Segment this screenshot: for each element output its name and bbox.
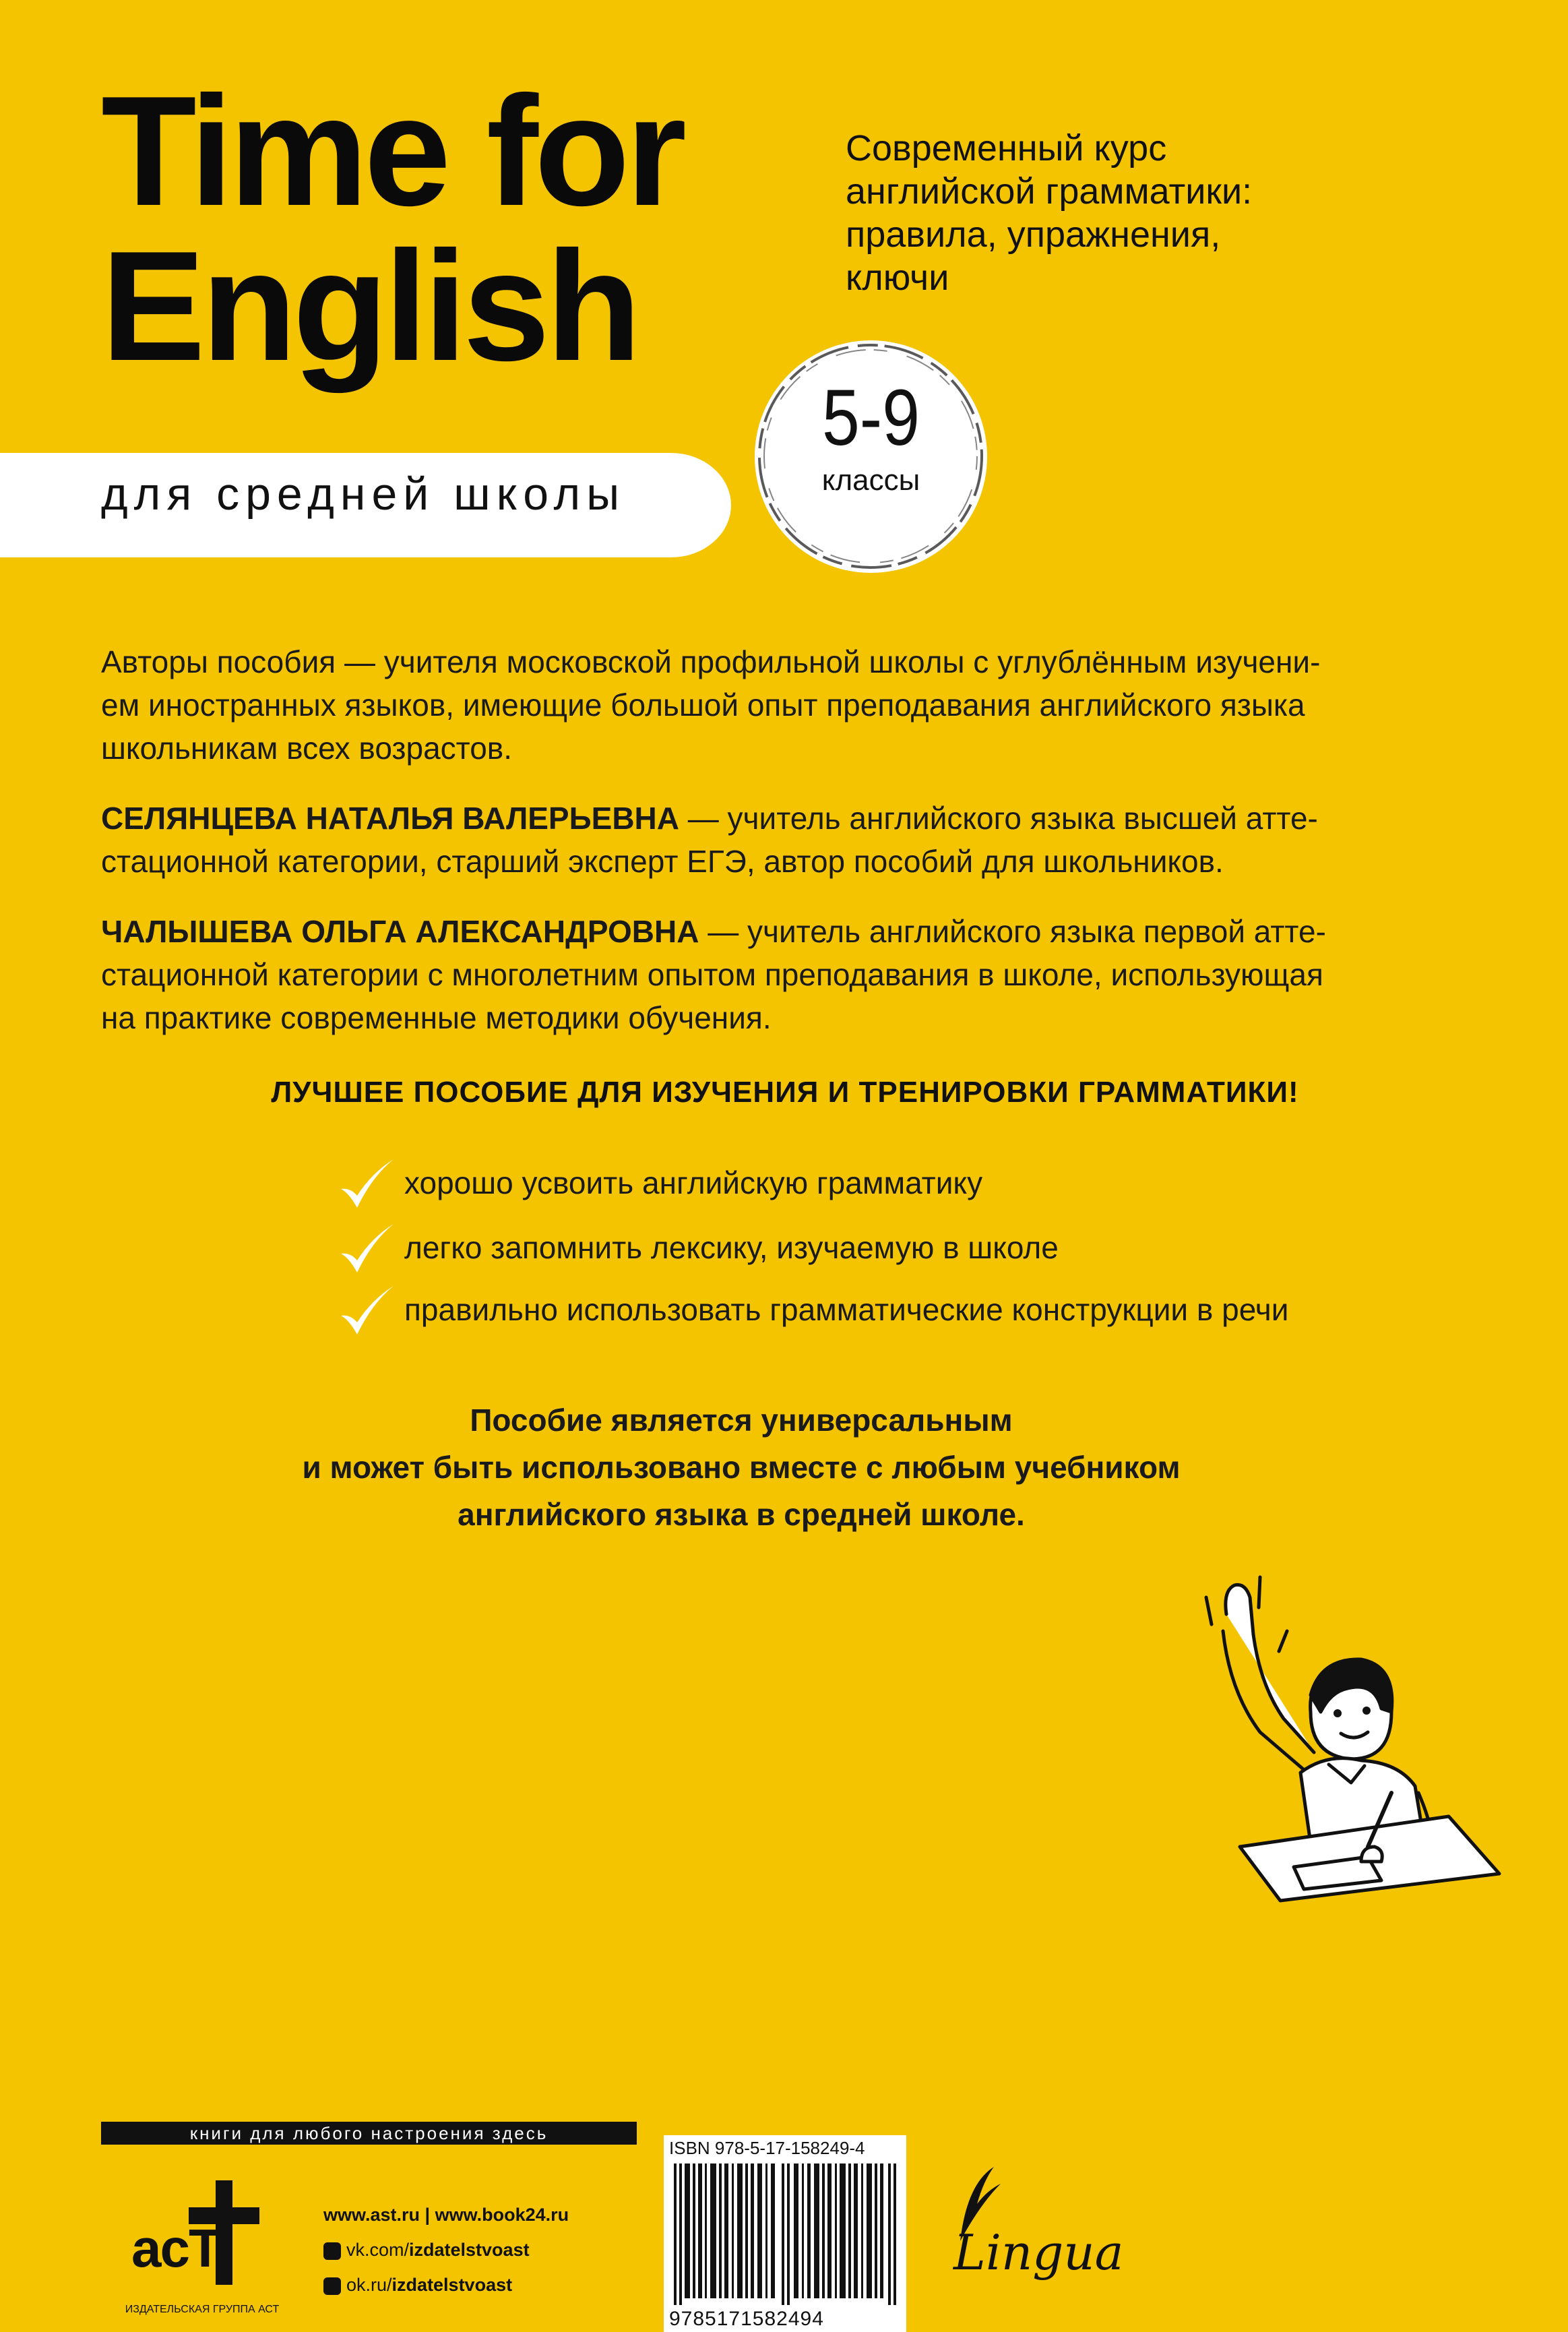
author-2-name: ЧАЛЫШЕВА ОЛЬГА АЛЕКСАНДРОВНА xyxy=(101,914,699,949)
title-line-1: Time for xyxy=(101,64,683,239)
grade-range: 5-9 xyxy=(822,373,920,462)
statement-line: Пособие является универсальным xyxy=(470,1403,1013,1438)
book-title xyxy=(101,64,683,394)
author-2-text: — учитель английского языка первой атте- xyxy=(699,914,1326,949)
author-2-text: стационной категории с многолетним опытом преподавания в школе, использующая xyxy=(101,957,1323,992)
benefit-text: хорошо усвоить английскую грамматику xyxy=(404,1165,983,1200)
isbn-text: ISBN 978-5-17-158249-4 xyxy=(669,2138,865,2158)
title-line-2: English xyxy=(101,219,637,394)
universal-statement xyxy=(202,1397,1280,1538)
intro-line: ем иностранных языков, имеющие большой опыт преподавания английского языка xyxy=(101,687,1305,723)
subtitle-line: правила, упражнения, xyxy=(846,214,1221,255)
intro-line: Авторы пособия — учителя московской профильной школы с углублённым изучени- xyxy=(101,644,1321,679)
feather-icon xyxy=(947,2164,1007,2244)
check-icon xyxy=(337,1154,398,1215)
barcode-number: 9785171582494 xyxy=(669,2308,824,2330)
intro-line: школьникам всех возрастов. xyxy=(101,731,513,766)
publisher-caption: ИЗДАТЕЛЬСКАЯ ГРУППА АСТ xyxy=(125,2304,280,2315)
ast-logo-text: acT xyxy=(131,2218,220,2278)
lingua-imprint: Lingua xyxy=(953,2224,1124,2281)
check-icon xyxy=(337,1281,398,1341)
barcode-icon xyxy=(674,2164,896,2305)
book-subtitle xyxy=(846,127,1385,299)
grade-label: классы xyxy=(821,464,920,497)
vk-link-handle[interactable]: izdatelstvoast xyxy=(409,2240,530,2260)
tagline-strip: книги для любого настроения здесь xyxy=(101,2122,637,2145)
publisher-contacts xyxy=(323,2197,569,2302)
statement-line: и может быть использовано вместе с любым учебником xyxy=(302,1450,1181,1485)
ok-link-prefix[interactable]: ok.ru/ xyxy=(346,2275,392,2295)
subtitle-line: Современный курс xyxy=(846,128,1167,168)
school-banner-text: для средней школы xyxy=(101,468,626,520)
subtitle-line: ключи xyxy=(846,257,949,298)
websites-link[interactable]: www.ast.ru | www.book24.ru xyxy=(323,2205,569,2225)
ok-link-handle[interactable]: izdatelstvoast xyxy=(391,2275,513,2295)
author-2-text: на практике современные методики обучения. xyxy=(101,1000,772,1035)
author-1-text: стационной категории, старший эксперт ЕГЭ, автор пособий для школьников. xyxy=(101,844,1224,879)
author-1-bio xyxy=(101,797,1469,883)
subtitle-line: английской грамматики: xyxy=(846,171,1253,212)
statement-line: английского языка в средней школе. xyxy=(458,1497,1025,1532)
authors-intro xyxy=(101,640,1469,770)
vk-link-prefix[interactable]: vk.com/ xyxy=(346,2240,410,2260)
author-1-name: СЕЛЯНЦЕВА НАТАЛЬЯ ВАЛЕРЬЕВНА xyxy=(101,801,679,836)
author-2-bio xyxy=(101,910,1469,1039)
student-illustration xyxy=(1159,1550,1509,1928)
check-icon xyxy=(337,1219,398,1279)
benefit-text: легко запомнить лексику, изучаемую в школе xyxy=(404,1230,1059,1265)
ok-icon xyxy=(323,2277,341,2295)
author-1-text: — учитель английского языка высшей атте- xyxy=(679,801,1318,836)
best-guide-headline: ЛУЧШЕЕ ПОСОБИЕ ДЛЯ ИЗУЧЕНИЯ И ТРЕНИРОВКИ ГРАММАТИКИ! xyxy=(271,1076,1299,1109)
benefit-text: правильно использовать грамматические конструкции в речи xyxy=(404,1292,1289,1327)
vk-icon xyxy=(323,2242,341,2260)
